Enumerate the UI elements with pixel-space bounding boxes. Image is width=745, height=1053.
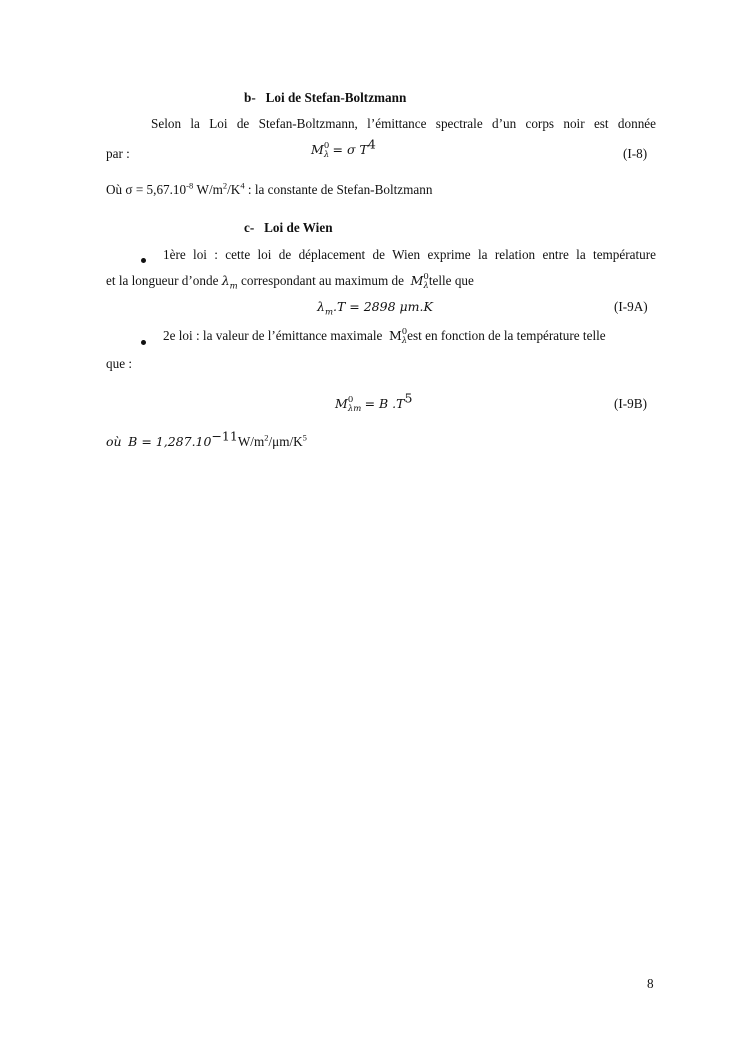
bullet1-line1: 1ère loi : cette loi de déplacement de Wien exprime la relation entre la température (163, 247, 656, 262)
bullet2-line2: que : (106, 356, 133, 371)
equation-i9b: M 0 λm = B $.T^5$ (335, 390, 413, 414)
bullet-icon (141, 333, 146, 349)
bullet-icon (141, 251, 146, 267)
section-c-title: Loi de Wien (264, 220, 333, 235)
section-c-marker: c- (244, 220, 255, 235)
equation-label-i9a: (I-9A) (614, 299, 648, 314)
section-b-paragraph-line1: Selon la Loi de Stefan-Boltzmann, l’émittance spectrale d’un corps noir est donnée (151, 116, 656, 131)
bullet1-line2: et la longueur d’onde $\lambda_m$ correspondant au maximum de M 0 λ telle que (106, 272, 474, 292)
equation-i9a: $\lambda_m.T = 2898$ μm.K (317, 299, 433, 318)
section-b-marker: b- (244, 90, 256, 105)
section-b-title: Loi de Stefan-Boltzmann (265, 90, 407, 105)
section-b-par: par : (106, 146, 130, 161)
equation-label-i9b: (I-9B) (614, 396, 647, 411)
section-c-heading (244, 220, 333, 236)
sigma-definition: Où $\sigma = 5,67.10^{-8}$ $W/m^2/K^4$ : la constante de Stefan-Boltzmann (106, 180, 433, 197)
section-b-heading (244, 90, 406, 106)
equation-label-i8: (I-8) (623, 146, 648, 161)
page-number: 8 (647, 976, 654, 991)
equation-i8: M 0 λ = σ $T^4$ (311, 136, 376, 160)
bullet2-line1: 2e loi : la valeur de l’émittance maximale M 0 λ est en fonction de la température telle (163, 327, 606, 346)
b-constant-definition: où $B = 1,287.10^{-11}W/m^2/\mu m/K^5$ (106, 428, 307, 449)
